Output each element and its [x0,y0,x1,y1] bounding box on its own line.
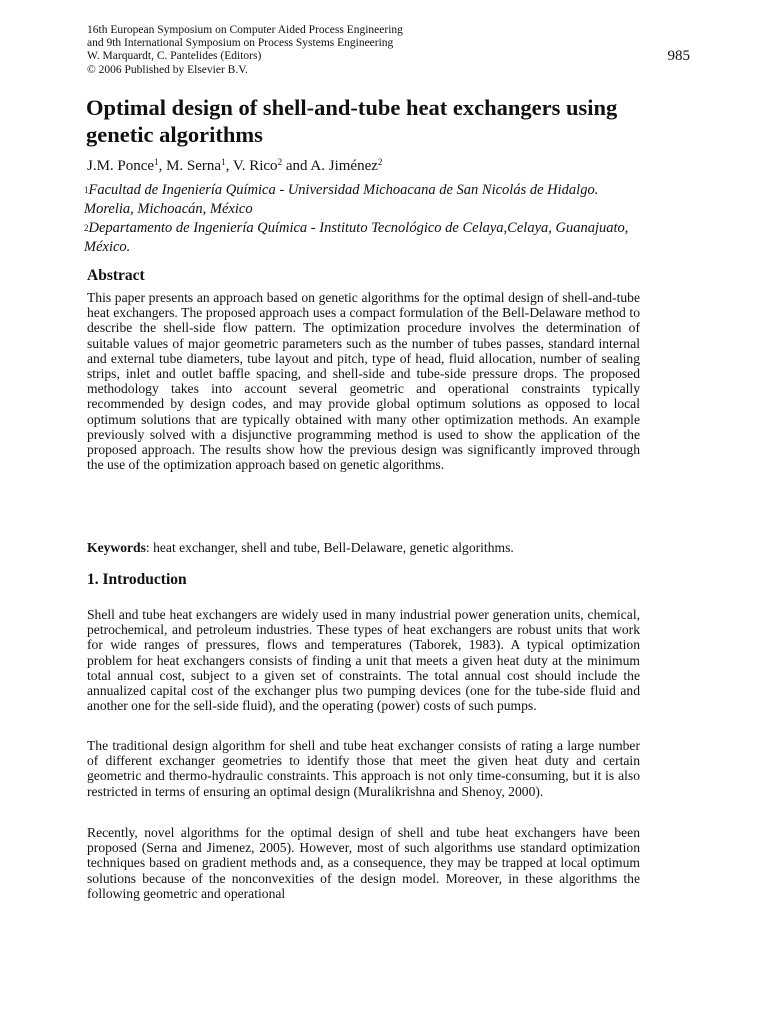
affiliation-text: Facultad de Ingeniería Química - Universidad Michoacana de San Nicolás de Hidalgo. Morelia, Michoacán, México [84,182,599,217]
author-name: M. Serna [166,158,222,174]
affiliation-mark: 1 [84,185,89,195]
author-affiliation-mark: 2 [377,157,383,167]
author-name: A. Jiménez [310,158,378,174]
header-line: W. Marquardt, C. Pantelides (Editors) [87,50,262,63]
introduction-paragraph: The traditional design algorithm for shell and tube heat exchanger consists of rating a large number of different exchanger geometries to identify those that meet the given heat duty and certain geometric and thermo-hydraulic constraints. This approach is not only time-consuming, but it is also restricted in terms of ensuring an optimal design (Muralikrishna and Shenoy, 2000). [87,738,640,799]
author-name: J.M. Ponce [87,158,155,174]
keywords-line [87,540,640,556]
affiliation-mark: 2 [84,223,89,233]
abstract-body: This paper presents an approach based on genetic algorithms for the optimal design of shell-and-tube heat exchangers. The proposed approach uses a compact formulation of the Bell-Delaware method to describe the shell-side flow pattern. The optimization procedure involves the determination of suitable values of major geometric parameters such as the number of tubes passes, standard internal and external tube diameters, tube layout and pitch, type of head, fluid allocation, number of sealing strips, inlet and outlet baffle spacing, and shell-side and tube-side pressure drops. The proposed methodology takes into account several geometric and operational constraints typically recommended by design codes, and may provide global optimum solutions as opposed to local optimum solutions that are typically obtained with many other optimization methods. An example previously solved with a disjunctive programming method is used to show the application of the proposed approach. The results show how the previous design was significantly improved through the use of the optimization approach based on genetic algorithms. [87,290,640,473]
paper-title: Optimal design of shell-and-tube heat exchangers using genetic algorithms [86,95,618,147]
header-line: © 2006 Published by Elsevier B.V. [87,63,248,76]
author-separator: , [225,158,233,174]
proceedings-header [87,24,403,77]
author-affiliation-mark: 2 [277,157,283,167]
author-affiliation-mark: 1 [221,157,226,167]
abstract-heading: Abstract [87,267,145,284]
keywords-label: Keywords [87,540,146,555]
author-separator: and [282,158,311,174]
author-separator: , [158,158,167,174]
introduction-paragraph: Shell and tube heat exchangers are widely used in many industrial power generation units, chemical, petrochemical, and petroleum industries. These types of heat exchangers are robust units that work for wide ranges of pressures, flows and temperatures (Taborek, 1983). A typical optimization problem for heat exchangers consists of finding a unit that meets a given heat duty at the minimum total annual cost, subject to a given set of constraints. The total annual cost should include the annualized capital cost of the exchanger plus two pumping devices (one for the tube-side fluid and another one for the sell-side fluid), and the operating (power) costs of such pumps. [87,607,640,714]
affiliation-text: Departamento de Ingeniería Química - Instituto Tecnológico de Celaya,Celaya, Guanajuato, México. [84,220,629,255]
keywords-text: : heat exchanger, shell and tube, Bell-Delaware, genetic algorithms. [145,540,514,555]
affiliation [84,181,644,219]
author-list [87,158,382,175]
introduction-paragraph: Recently, novel algorithms for the optimal design of shell and tube heat exchangers have been proposed (Serna and Jimenez, 2005). However, most of such algorithms use standard optimization techniques based on gradient methods and, as a consequence, they may be trapped at local optimum solutions because of the nonconvexities of the design model. Moreover, in these algorithms the following geometric and operational [87,825,640,901]
page-number: 985 [667,48,690,64]
header-line: 16th European Symposium on Computer Aided Process Engineering [87,24,403,36]
introduction-heading: 1. Introduction [87,571,187,588]
affiliation [84,219,644,257]
author-name: V. Rico [232,158,278,174]
author-affiliation-mark: 1 [154,157,159,167]
header-line: and 9th International Symposium on Process Systems Engineering [87,37,394,50]
